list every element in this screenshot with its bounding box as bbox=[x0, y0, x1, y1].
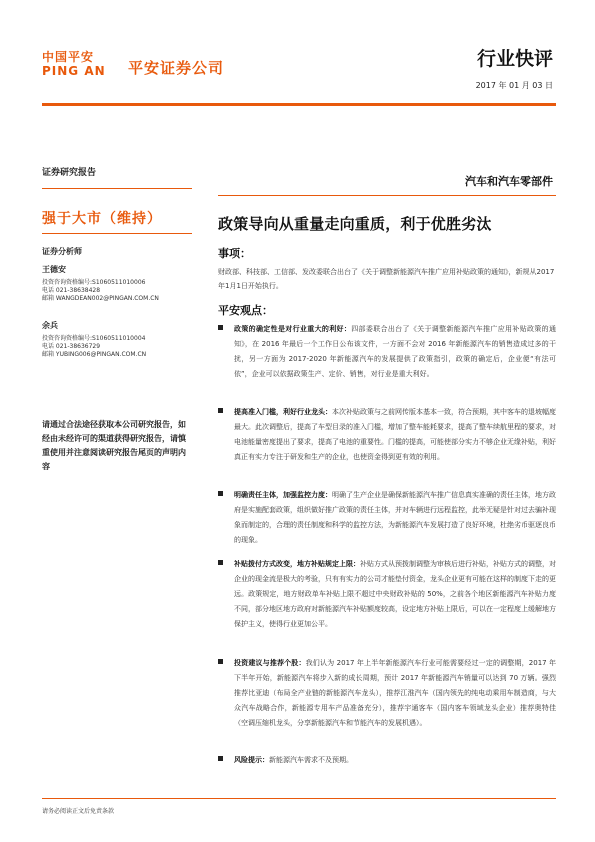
analyst-name: 余兵 bbox=[42, 321, 58, 330]
report-kind-title: 行业快评 bbox=[476, 48, 553, 70]
bullet-square-icon bbox=[218, 491, 223, 496]
left-divider-top bbox=[42, 188, 192, 189]
bullet-head: 投资建议与推荐个股： bbox=[234, 659, 306, 667]
event-heading: 事项： bbox=[218, 247, 251, 260]
bullet-square-icon bbox=[218, 756, 223, 761]
view-bullet bbox=[218, 557, 558, 632]
bullet-head: 政策的确定性是对行业重大的利好： bbox=[234, 325, 352, 333]
analyst-email: 邮箱 WANGDEAN002@PINGAN.COM.CN bbox=[42, 295, 159, 302]
bullet-square-icon bbox=[218, 408, 223, 413]
analyst-email: 邮箱 YUBING006@PINGAN.COM.CN bbox=[42, 351, 147, 358]
bullet-head: 明确责任主体，加强监控力度： bbox=[234, 491, 332, 499]
view-bullet bbox=[218, 488, 558, 548]
analyst-cert: 投资咨询资格编号:S1060511010004 bbox=[42, 335, 146, 342]
logo-cn-text: 中国平安 bbox=[42, 50, 95, 64]
bullet-text: 补贴方式从预拨制调整为审核后进行补贴，补贴方式的调整，对企业的现金流是极大的考验，只有有实力的公司才能垫付资金，龙头企业更有可能在这样的制度下走的更远。政策规定，地方财政单车补贴上限不超过中央财政补贴的 50%，之前各个地区新能源汽车补贴力度不同，部分地区地方政府对新能源汽车补贴额度较高，设定地方补贴上限后，可以在一定程度上缓解地方保护主义，使得行业更加公平。 bbox=[234, 560, 556, 628]
analyst-card bbox=[42, 266, 202, 303]
bullet-head: 提高准入门槛，利好行业龙头： bbox=[234, 408, 332, 416]
left-divider-bottom bbox=[42, 233, 192, 234]
bullet-square-icon bbox=[218, 560, 223, 565]
section-label: 证券研究报告 bbox=[42, 168, 97, 178]
event-text: 财政部、科技部、工信部、发改委联合出台了《关于调整新能源汽车推广应用补贴政策的通知》，新规从2017年1月1日开始执行。 bbox=[218, 268, 555, 290]
analyst-card bbox=[42, 322, 202, 359]
view-bullet bbox=[218, 656, 558, 731]
footer-note: 请务必阅读正文后免责条款 bbox=[42, 808, 115, 815]
bullet-square-icon bbox=[218, 325, 223, 330]
analyst-cert: 投资咨询资格编号:S1060511010006 bbox=[42, 279, 146, 286]
disclaimer-note: 请通过合法途径获取本公司研究报告，如经由未经许可的渠道获得研究报告，请慎重使用并注意阅读研究报告尾页的声明内容 bbox=[42, 420, 186, 471]
logo bbox=[42, 50, 114, 78]
footer-divider bbox=[42, 798, 556, 799]
view-bullet bbox=[218, 753, 558, 768]
company-name: 平安证券公司 bbox=[128, 59, 225, 77]
bullet-text: 四部委联合出台了《关于调整新能源汽车推广应用补贴政策的通知》，在 2016 年最后一个工作日公布该文件，一方面不会对 2016 年新能源汽车的销售造成过多的干扰，另一方面为 2017-2020 年新能源汽车的发展提供了政策指引，政策的确定后，企业便“有法可依”，企业可以依据政策生产、定价、销售，对行业是重大利好。 bbox=[234, 325, 557, 378]
bullet-text: 新能源汽车需求不及预期。 bbox=[269, 756, 353, 764]
view-heading: 平安观点： bbox=[218, 304, 273, 317]
bullet-square-icon bbox=[218, 659, 223, 664]
report-date: 2017 年 01 月 03 日 bbox=[475, 81, 553, 90]
sector-title: 汽车和汽车零部件 bbox=[465, 175, 553, 188]
analyst-phone: 电话 021-38638428 bbox=[42, 287, 101, 294]
analyst-phone: 电话 021-38636729 bbox=[42, 343, 101, 350]
analyst-name: 王德安 bbox=[42, 265, 66, 274]
bullet-head: 补贴拨付方式改变，地方补贴规定上限： bbox=[234, 560, 360, 568]
bullet-head: 风险提示： bbox=[234, 756, 269, 764]
header-divider bbox=[42, 103, 556, 106]
view-bullet bbox=[218, 322, 558, 382]
report-headline: 政策导向从重量走向重质，利于优胜劣汰 bbox=[218, 215, 492, 233]
logo-en-text: PING AN bbox=[42, 64, 106, 78]
analysts-label: 证券分析师 bbox=[42, 247, 82, 256]
rating-badge: 强于大市（维持） bbox=[42, 211, 162, 227]
bullet-text: 本次补贴政策与之前网传版本基本一致，符合预期，其中客车的退坡幅度最大。此次调整后，提高了车型目录的准入门槛，增加了整车能耗要求，提高了整车续航里程的要求，对电池能量密度提出了要求，提高了电池的重要性。门槛的提高，可能使部分实力不够企业无缘补贴，利好真正有实力专注于研发和生产的企业，也使资金得到更有效的利用。 bbox=[234, 408, 556, 461]
bullet-text: 明确了生产企业是确保新能源汽车推广信息真实准确的责任主体，地方政府是实施配套政策，组织做好推广政策的责任主体，并对车辆进行远程监控，此举无疑是针对过去骗补现象而制定的，合理的责任制度和科学的监控方法，为新能源汽车发展打造了良好环境，杜绝劣币驱逐良币的现象。 bbox=[234, 491, 556, 544]
bullet-text: 我们认为 2017 年上半年新能源汽车行业可能需要经过一定的调整期，2017 年下半年开始，新能源汽车将步入新的成长周期，预计 2017 年新能源汽车销量可以达到 70 万辆。强烈推荐比亚迪（布局全产业链的新能源汽车龙头），推荐江淮汽车（国内领先的纯电动乘用车制造商，与大众汽车战略合作，新能源专用车产品准备充分），推荐宇通客车（国内客车领域龙头企业）推荐奥特佳（空调压缩机龙头，分享新能源汽车和节能汽车的发展机遇）。 bbox=[234, 659, 557, 727]
view-bullet bbox=[218, 405, 558, 465]
right-divider bbox=[218, 195, 556, 196]
